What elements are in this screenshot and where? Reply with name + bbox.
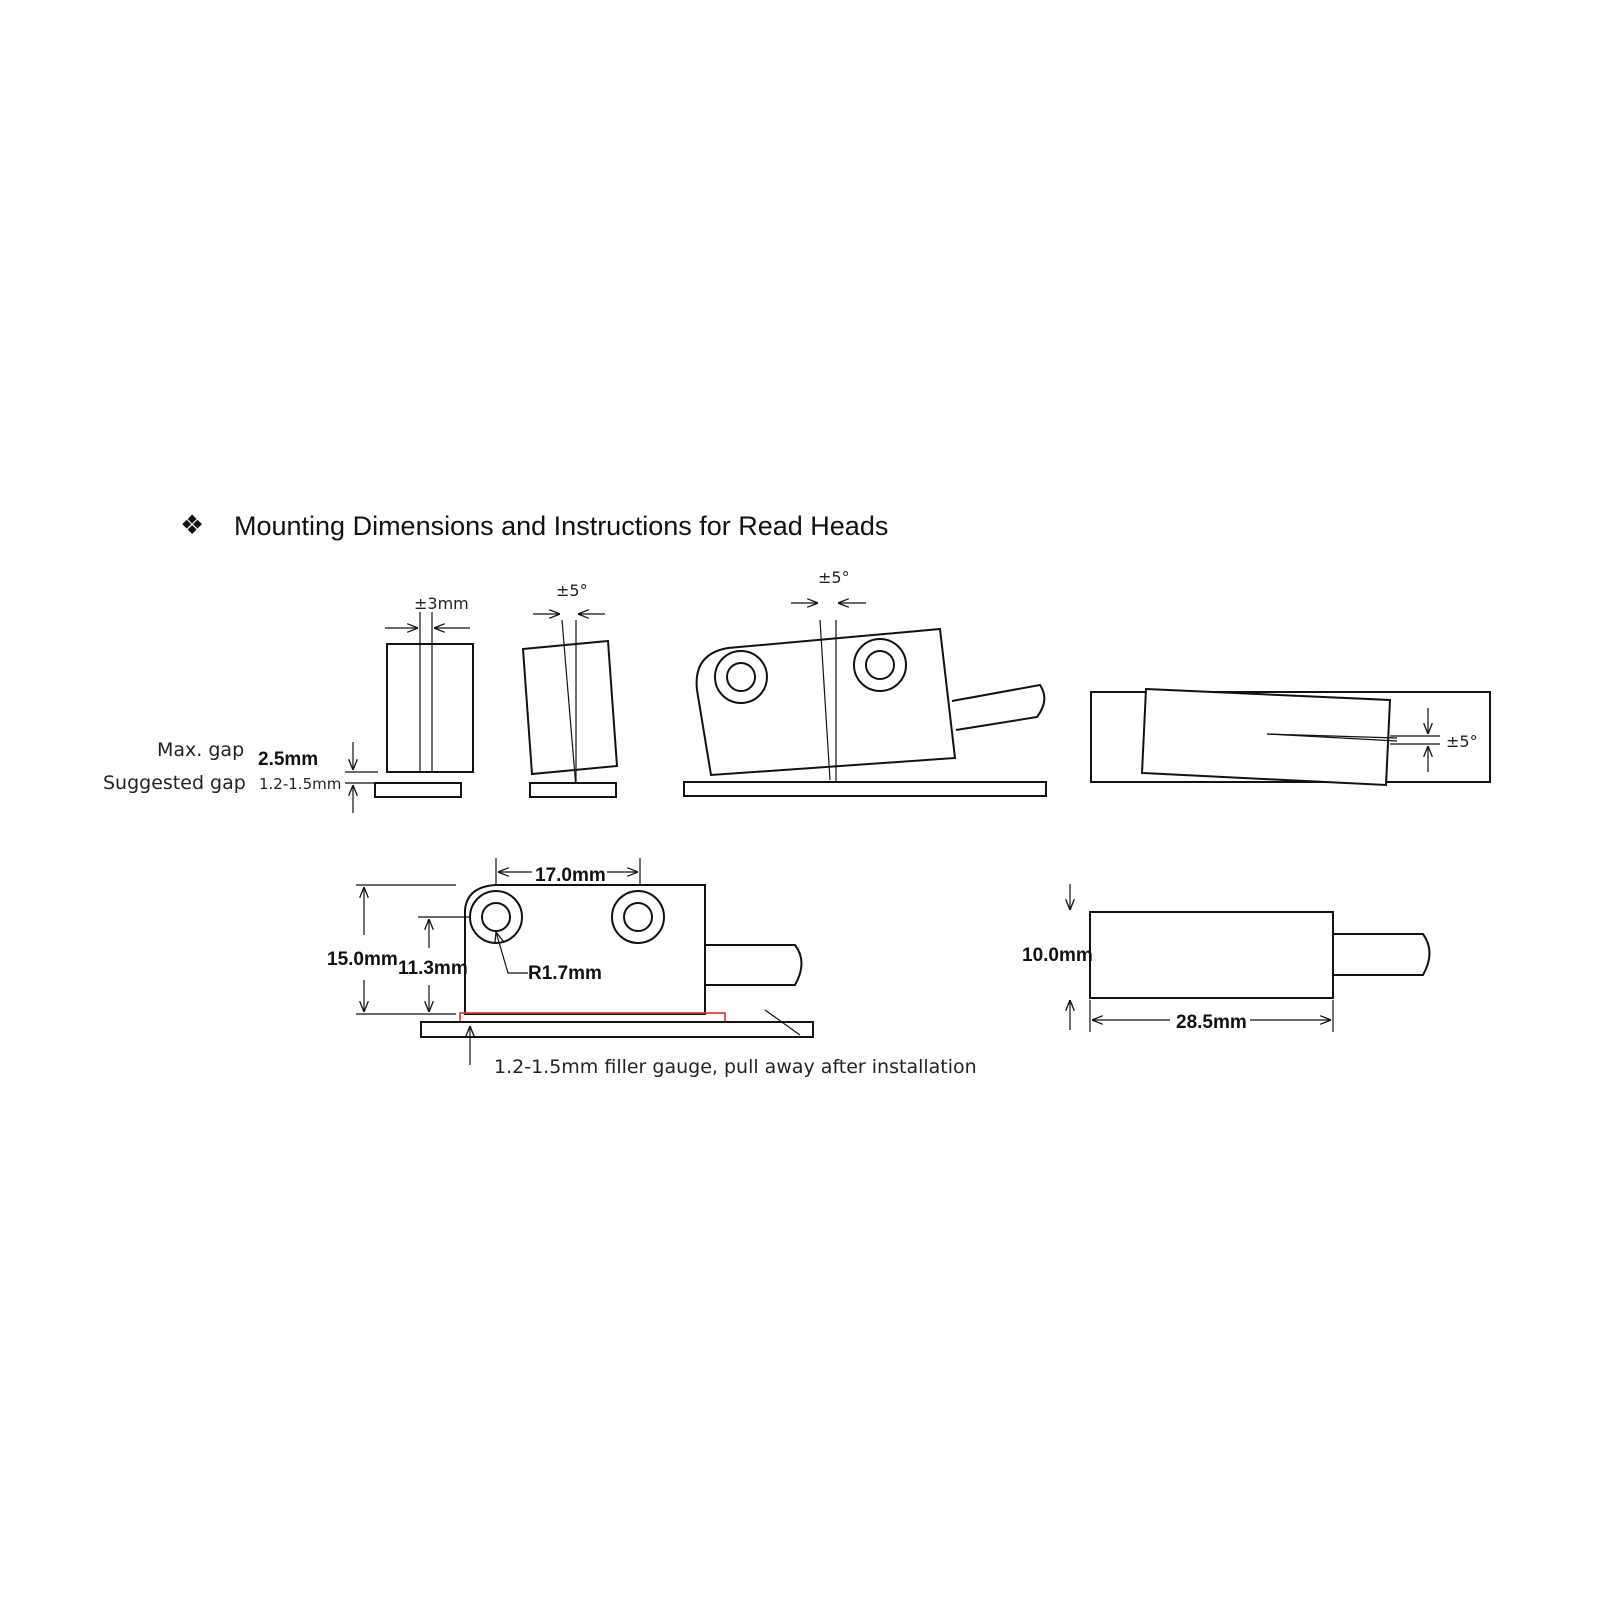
height-11-label: 11.3mm [398,958,468,979]
cable-2 [705,945,802,985]
suggested-gap-value: 1.2-1.5mm [259,775,342,793]
max-gap-label: Max. gap [157,739,245,761]
scale-strip-2 [530,783,616,797]
length-28-label: 28.5mm [1176,1012,1247,1033]
top-dimension-figure [1022,884,1430,1033]
title-bullet-icon: ❖ [180,510,205,540]
tilt-tolerance-label-3: ±5° [1446,732,1478,751]
height-15-label: 15.0mm [327,949,398,970]
tilt-figure-front [523,581,617,797]
scale-strip-1 [375,783,461,797]
max-gap-value: 2.5mm [258,749,319,770]
yaw-figure [1091,689,1490,785]
tilt-tolerance-label-1: ±5° [556,581,588,600]
scale-strip-4 [421,1022,813,1037]
height-10-label: 10.0mm [1022,945,1093,966]
gap-figure [103,594,473,813]
tilt-figure-side [684,568,1046,796]
filler-gauge-note: 1.2-1.5mm filler gauge, pull away after installation [494,1056,977,1078]
width-17-label: 17.0mm [535,865,606,886]
scale-strip-3 [684,782,1046,796]
read-head-front [387,644,473,772]
lateral-tolerance-label: ±3mm [414,594,469,613]
tilt-tolerance-label-2: ±5° [818,568,850,587]
diagram-title: Mounting Dimensions and Instructions for Read Heads [234,511,889,541]
suggested-gap-label: Suggested gap [103,772,246,794]
cable-1 [952,685,1044,730]
radius-label: R1.7mm [528,963,602,984]
side-dimension-figure [327,858,977,1078]
read-head-top [1090,912,1333,998]
read-head-tilted [523,641,617,774]
cable-3 [1333,934,1430,975]
